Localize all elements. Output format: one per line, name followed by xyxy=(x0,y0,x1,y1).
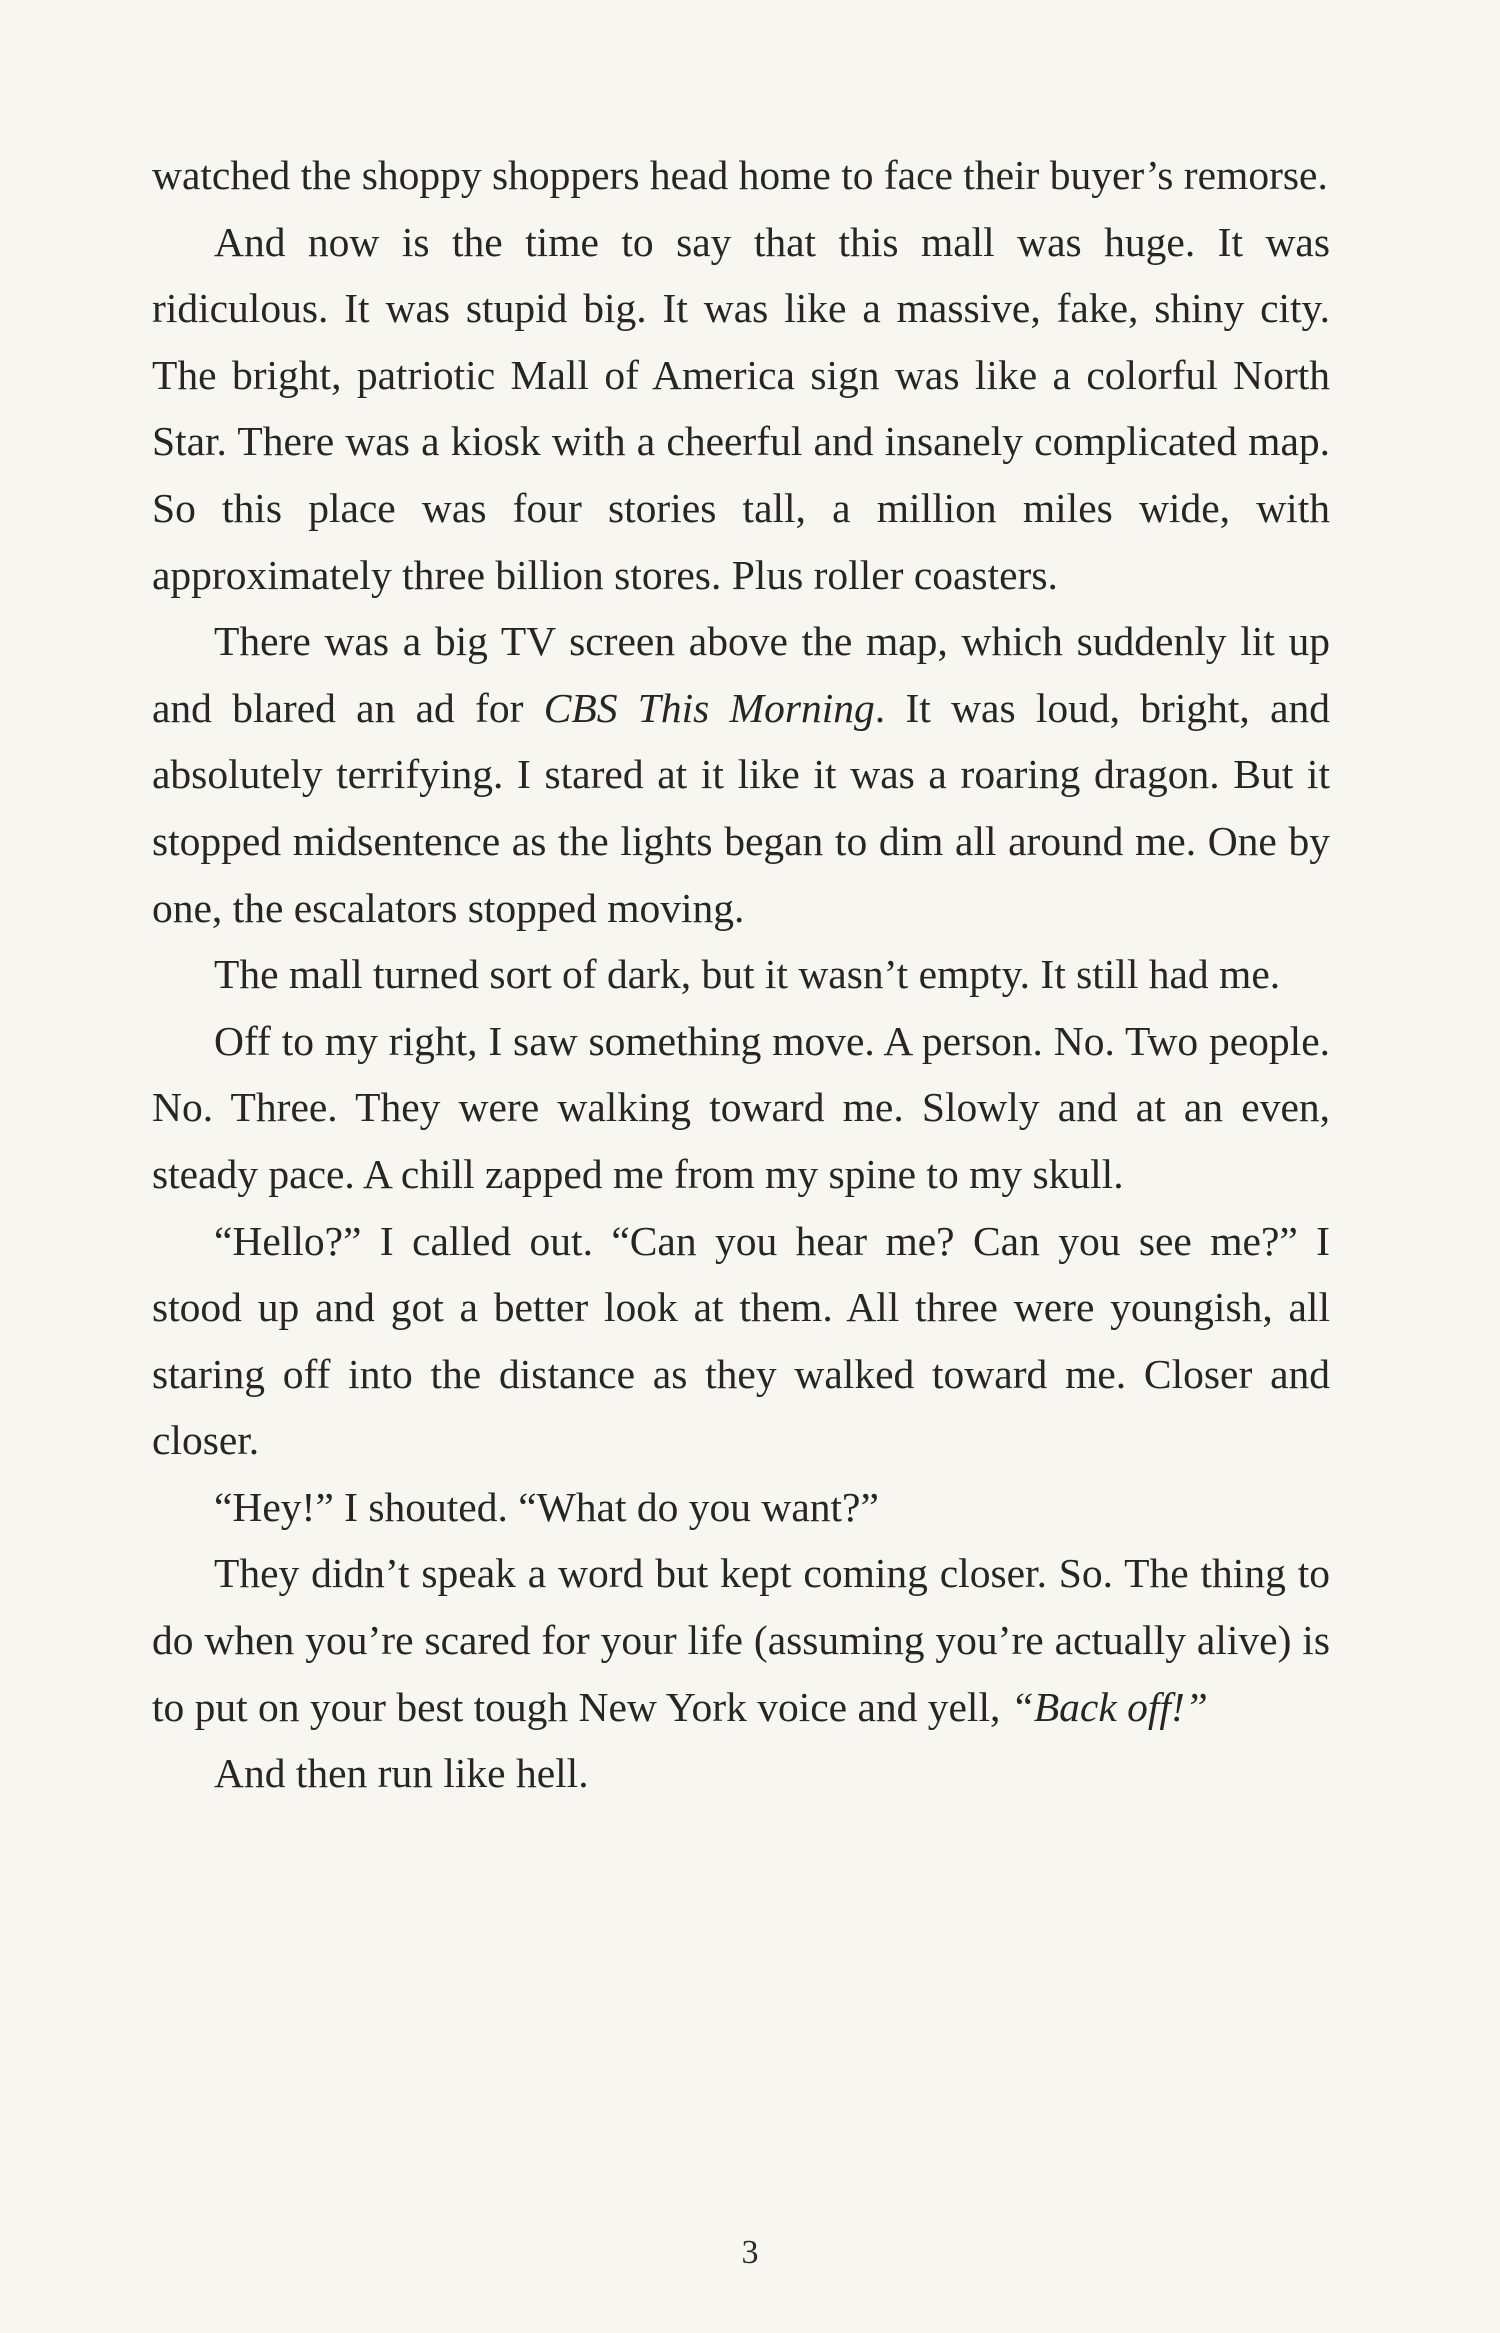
paragraph-text: “Hey!” I shouted. “What do you want?” xyxy=(214,1483,879,1530)
paragraph-text: Off to my right, I saw something move. A person. No. Two people. No. Three. They were walking toward me. Slowly and at an even, steady pace. A chill zapped me from my spine to my skull. xyxy=(152,1017,1330,1197)
italic-exclamation: “Back off!” xyxy=(1010,1683,1208,1730)
paragraph xyxy=(152,1208,1330,1474)
paragraph xyxy=(152,209,1330,609)
paragraph xyxy=(152,1540,1330,1740)
paragraph-text: “Hello?” I called out. “Can you hear me? Can you see me?” I stood up and got a better look at them. All three were youngish, all staring off into the distance as they walked toward me. Closer and closer. xyxy=(152,1217,1330,1464)
paragraph xyxy=(152,142,1330,209)
paragraph-text: They didn’t speak a word but kept coming closer. So. The thing to do when you’re scared for your life (assuming you’re actually alive) is to put on your best tough New York voice and yell, xyxy=(152,1550,1330,1730)
paragraph xyxy=(152,608,1330,941)
page-number: 3 xyxy=(741,2234,759,2271)
body-text xyxy=(152,142,1330,1807)
paragraph-text: . It was loud, bright, and absolutely terrifying. I stared at it like it was a roaring dragon. But it stopped midsentence as the lights began to dim all around me. One by one, the escalators stopped moving. xyxy=(152,684,1330,931)
paragraph-text: There was a big TV screen above the map, which suddenly lit up and blared an ad for xyxy=(152,618,1330,731)
paragraph-text: watched the shoppy shoppers head home to face their buyer’s remorse. xyxy=(152,152,1328,198)
paragraph-text: And now is the time to say that this mall was huge. It was ridiculous. It was stupid big. It was like a massive, fake, shiny city. The bright, patriotic Mall of America sign was like a colorful North Star. There was a kiosk with a cheerful and insanely complicated map. So this place was four stories tall, a million miles wide, with approximately three billion stores. Plus roller coasters. xyxy=(152,218,1330,598)
paragraph xyxy=(152,1474,1330,1541)
paragraph-text: And then run like hell. xyxy=(214,1750,589,1797)
paragraph xyxy=(152,1008,1330,1208)
paragraph xyxy=(152,1740,1330,1807)
paragraph xyxy=(152,941,1330,1008)
italic-title: CBS This Morning xyxy=(543,684,875,731)
paragraph-text: The mall turned sort of dark, but it wasn’t empty. It still had me. xyxy=(214,951,1281,998)
